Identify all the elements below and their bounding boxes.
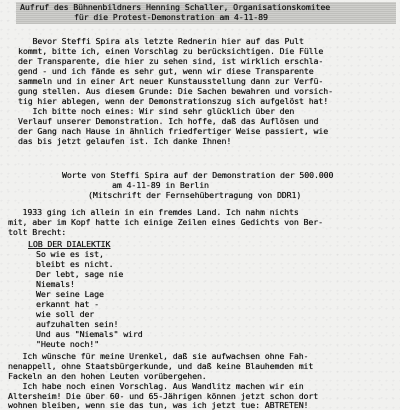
speech-intro-line: tolt Brecht: [8,227,67,237]
appeal-body-line: das bis jetzt gelaufen ist. Ich danke Ihnen! [18,136,232,146]
appeal-body-line: kommt, bitte ich, einen Vorschlag zu berücksichtigen. Die Fülle [18,46,324,56]
speech-intro-line: 1933 ging ich allein in ein fremdes Land. Ich nahm nichts [8,207,299,217]
appeal-body-line: tig hier ablegen, wenn der Demonstrationszug sich aufgelöst hat! [18,96,329,106]
speech-intro-line: mit, aber im Kopf hatte ich einige Zeilen eines Gedichts von Ber- [8,217,323,227]
appeal-body-line: Bevor Steffi Spira als letzte Rednerin hier auf das Pult [18,36,304,46]
poem-line: Und aus "Niemals" wird [36,329,143,339]
appeal-body-line: der Gang nach Hause in ähnlich friedfertiger Weise passiert, wie [18,126,329,136]
appeal-body-line: der Transparente, die hier zu sehen sind, ist wirklich erschla- [18,56,324,66]
speech-closing-line: Altersheim! Die über 60- und 65-Jährigen können jetzt schon dort [8,391,319,401]
poem-line: wie soll der [36,309,95,319]
appeal-body-line: Verlauf unserer Demonstration. Ich hoffe, daß das Auflösen und [18,116,319,126]
poem-title: LOB DER DIALEKTIK [28,239,111,249]
speech-closing-line: wohnen bleiben, wenn sie das tun, was ich jetzt tue: ABTRETEN! [8,400,309,410]
speech-heading-line-3: (Mitschrift der Fernsehübertragung von DDR1) [88,190,302,200]
poem-line: bleibt es nicht. [36,259,114,269]
speech-closing-line: Ich habe noch einen Vorschlag. Aus Wandlitz machen wir ein [8,381,304,391]
speech-closing-line: Fackeln an den hohen Leuten vorübergehen. [8,371,207,381]
section-divider [0,162,400,163]
poem-line: erkannt hat - [36,299,99,309]
poem-line: "Heute noch!" [36,339,99,349]
appeal-body-line: sammeln und in einer Art neuer Kunstausstellung dann zur Verfü- [18,76,324,86]
poem-line: Niemals! [36,279,75,289]
speech-heading-line-1: Worte von Steffi Spira auf der Demonstration der 500.000 [62,170,334,180]
speech-closing-line: Ich wünsche für meine Urenkel, daß sie aufwachsen ohne Fah- [8,351,309,361]
poem-line: Wer seine Lage [36,289,104,299]
poem-line: Der lebt, sage nie [36,269,124,279]
speech-heading-line-2: am 4-11-89 in Berlin [112,180,209,190]
appeal-heading-line-1: Aufruf des Bühnenbildners Henning Schaller, Organisationskomitee [20,2,331,12]
poem-line: aufzuhalten sein! [36,319,119,329]
speech-closing-line: nenappell, ohne Staatsbürgerkunde, und daß keine Blauhemden mit [8,361,314,371]
appeal-body-line: gend - und ich fände es sehr gut, wenn wir diese Transparente [18,66,314,76]
poem-line: So wie es ist, [36,249,104,259]
appeal-heading-line-2: für die Protest-Demonstration am 4-11-89 [74,12,268,22]
appeal-body-line: Ich bitte noch eines: Wir sind sehr glücklich über den [18,106,295,116]
appeal-body-line: gung stellen. Aus diesem Grunde: Die Sachen bewahren und vorsich- [18,86,333,96]
